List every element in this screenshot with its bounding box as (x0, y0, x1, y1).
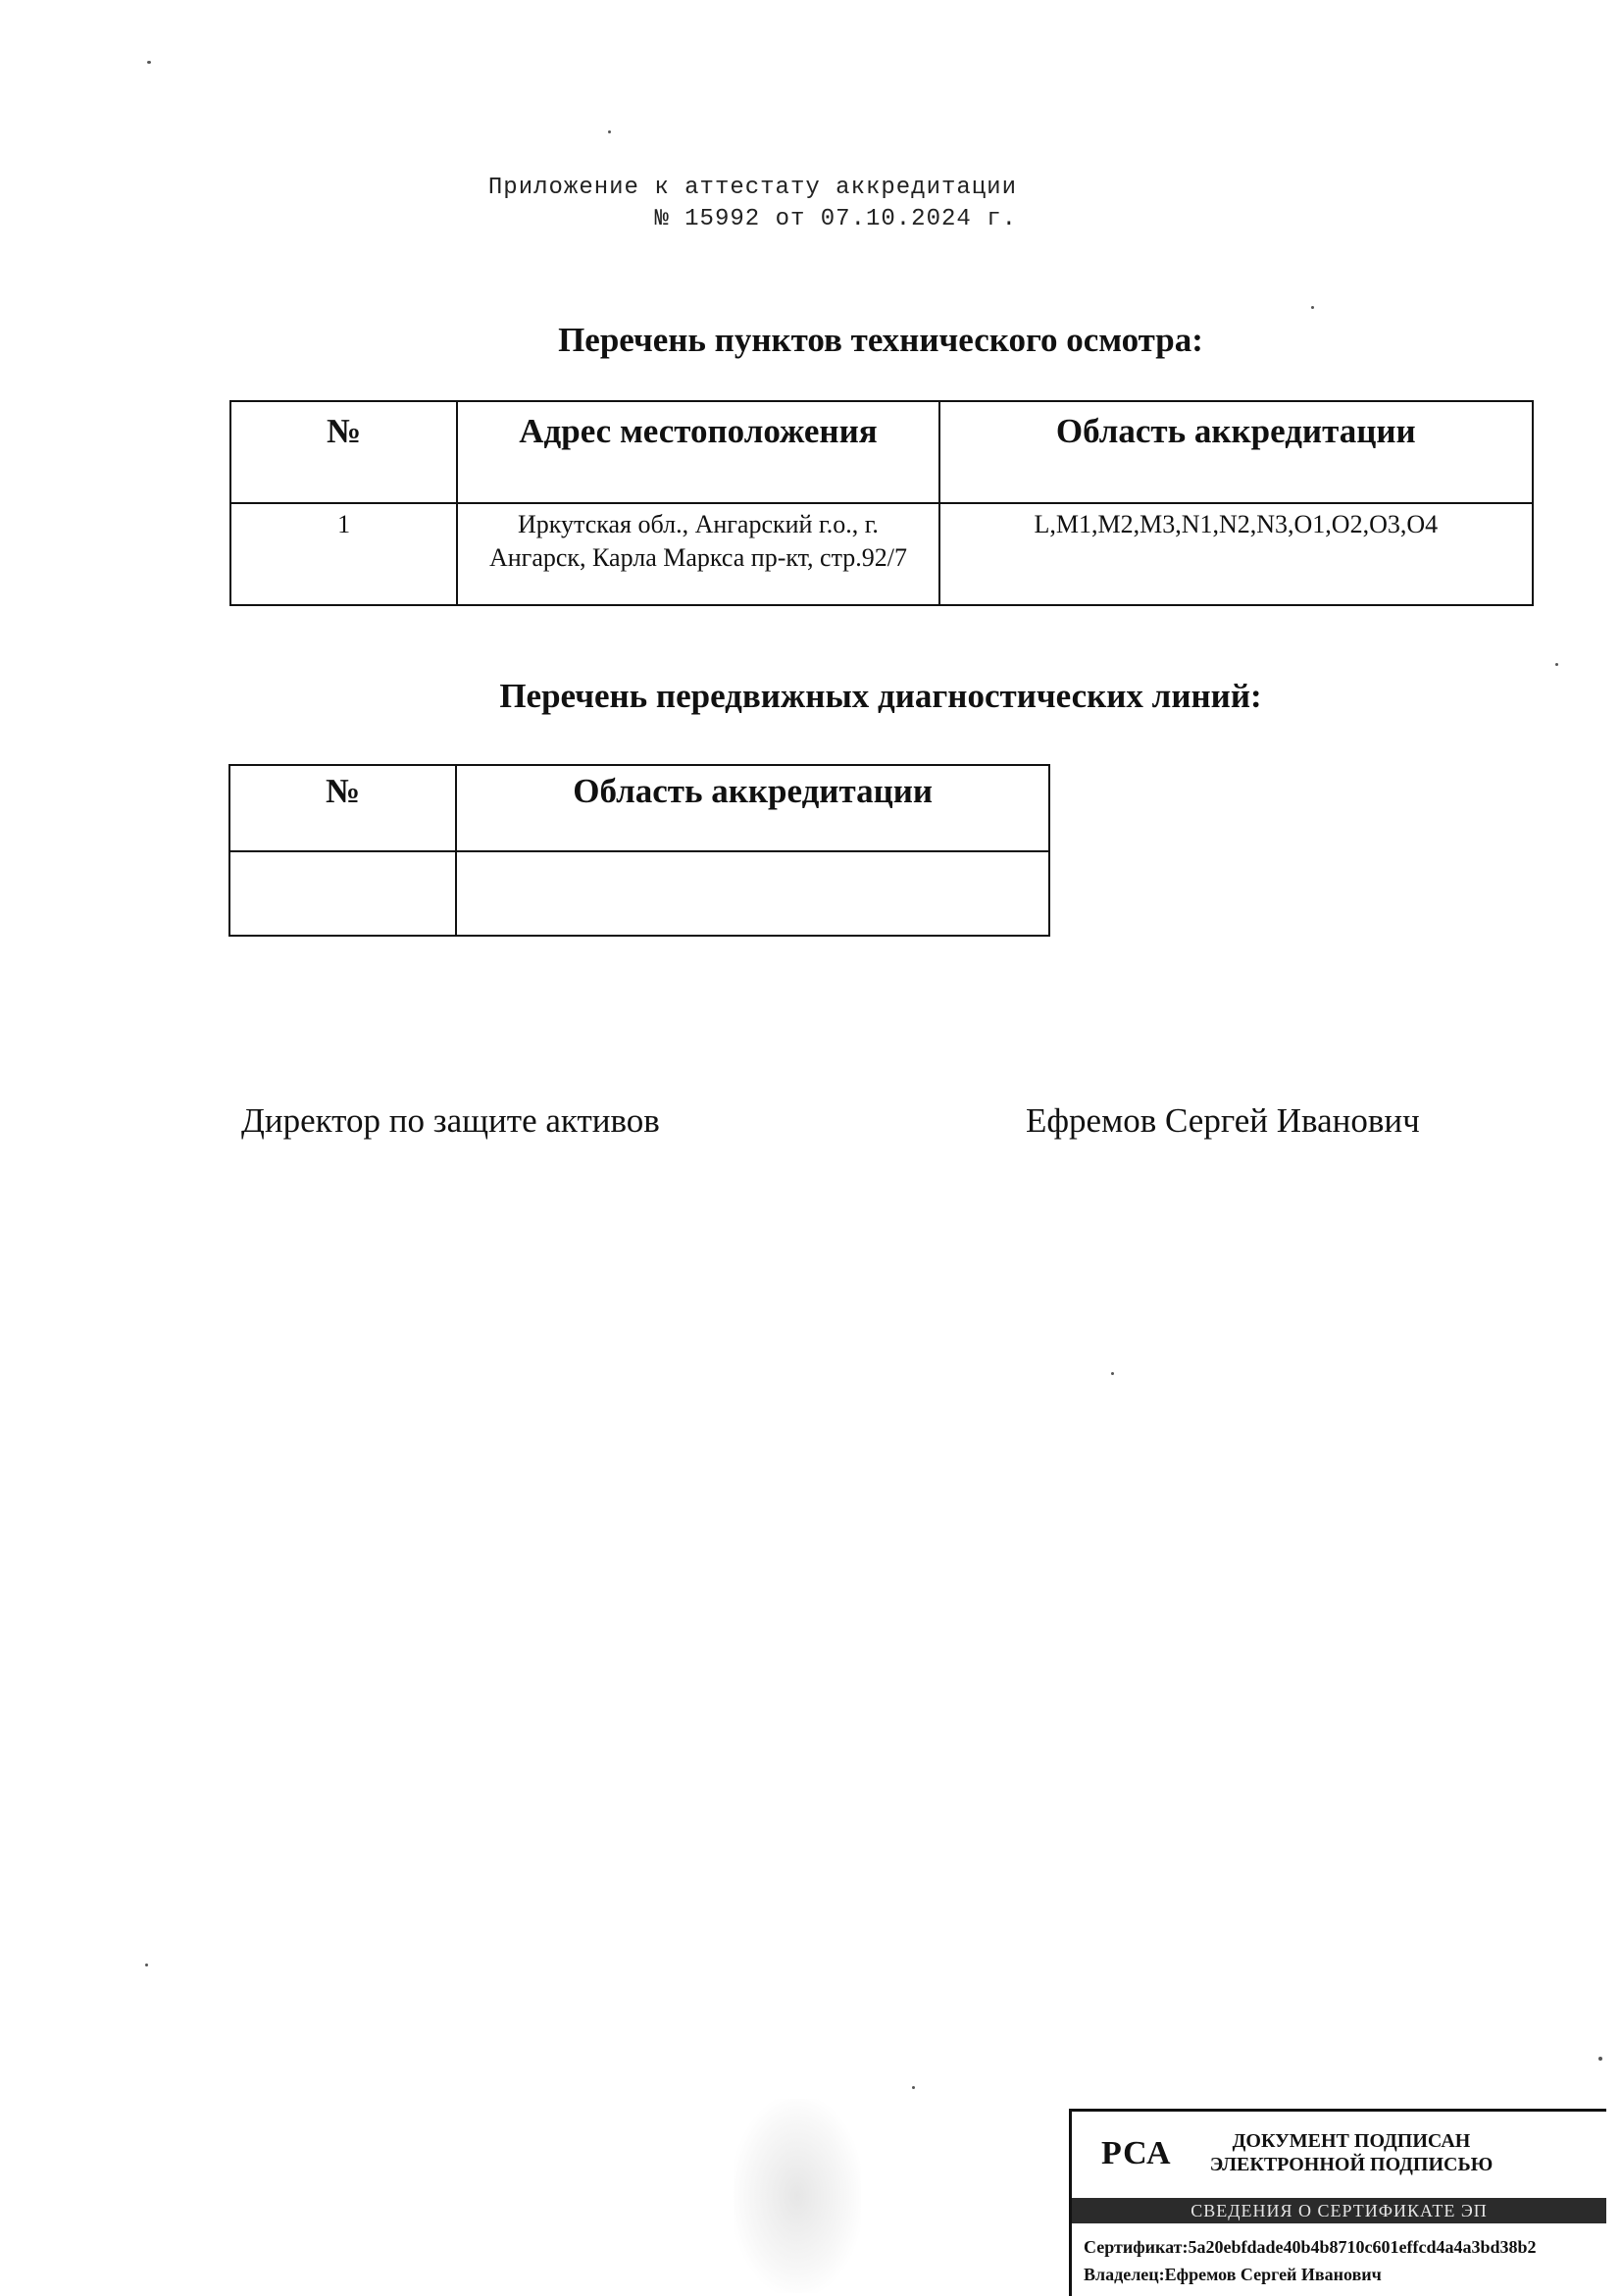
signatory-name: Ефремов Сергей Иванович (1026, 1101, 1420, 1140)
stamp-header (1072, 2112, 1606, 2198)
inspection-points-title: Перечень пунктов технического осмотра: (558, 321, 1203, 359)
attachment-note (488, 173, 1017, 235)
certificate-info-band: СВЕДЕНИЯ О СЕРТИФИКАТЕ ЭП (1072, 2198, 1606, 2223)
table-row (230, 503, 1533, 605)
owner-label: Владелец: (1084, 2265, 1165, 2284)
mobile-lines-title: Перечень передвижных диагностических линий: (499, 677, 1262, 715)
rsa-logo: РСА (1101, 2135, 1172, 2171)
table-header-row (229, 765, 1049, 851)
electronic-signature-stamp (1069, 2109, 1606, 2296)
attachment-note-line1: Приложение к аттестату аккредитации (487, 175, 1017, 201)
address-line-2: Ангарск, Карла Маркса пр-кт, стр.92/7 (488, 543, 907, 572)
row-scope-cell (456, 851, 1049, 936)
certificate-line (1084, 2233, 1537, 2261)
owner-value: Ефремов Сергей Иванович (1164, 2265, 1382, 2284)
signed-notice-line1: ДОКУМЕНТ ПОДПИСАН (1232, 2130, 1471, 2152)
column-header-number: № (229, 765, 456, 851)
row-scope-cell: L,M1,M2,M3,N1,N2,N3,O1,O2,O3,O4 (939, 503, 1533, 605)
row-number-cell (229, 851, 456, 936)
row-number-cell: 1 (230, 503, 457, 605)
table-header-row (230, 401, 1533, 503)
inspection-points-table (229, 400, 1534, 606)
scan-speck (1311, 306, 1314, 309)
signatory-position: Директор по защите активов (241, 1101, 660, 1140)
signed-notice-line2: ЭЛЕКТРОННОЙ ПОДПИСЬЮ (1209, 2154, 1494, 2175)
scan-speck (608, 130, 611, 133)
scan-speck (1111, 1372, 1114, 1375)
column-header-number: № (230, 401, 457, 503)
address-line-1: Иркутская обл., Ангарский г.о., г. (518, 510, 879, 538)
scan-speck (1598, 2057, 1602, 2061)
scan-smudge (734, 2099, 861, 2293)
signed-notice (1194, 2129, 1508, 2176)
certificate-label: Сертификат: (1084, 2237, 1189, 2257)
scan-speck (145, 1964, 148, 1966)
scan-speck (1555, 663, 1558, 666)
row-address-cell (457, 503, 938, 605)
column-header-address: Адрес местоположения (457, 401, 938, 503)
certificate-details (1084, 2233, 1537, 2288)
column-header-scope: Область аккредитации (939, 401, 1533, 503)
mobile-lines-table (228, 764, 1050, 937)
owner-line (1084, 2261, 1537, 2288)
column-header-scope: Область аккредитации (456, 765, 1049, 851)
attachment-note-line2: № 15992 от 07.10.2024 г. (654, 206, 1017, 232)
scan-speck (912, 2086, 915, 2089)
table-row (229, 851, 1049, 936)
scan-speck (147, 61, 151, 64)
certificate-value: 5a20ebfdade40b4b8710c601effcd4a4a3bd38b2 (1188, 2237, 1537, 2257)
